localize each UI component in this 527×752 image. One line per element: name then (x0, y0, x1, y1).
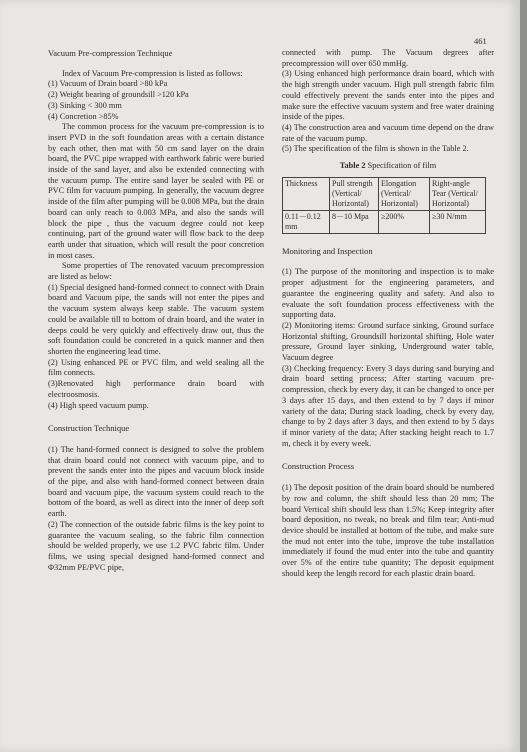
monitoring-item: (1) The purpose of the monitoring and inspection is to make proper adjustment for the engineering parameters, and guarantee the engineering quality and safety. And also to evaluate the soft foundation process effectiveness with the supporting data. (282, 267, 494, 320)
table-row (283, 210, 486, 233)
table-header-cell: Right-angle Tear (Vertical/ Horizontal) (430, 177, 486, 210)
property-item: (3)Renovated high performance drain board with electroosmosis. (48, 379, 264, 399)
monitoring-item: (3) Checking frequency: Every 3 days during sand burying and drain board setting process; After starting vacuum pre-compression, check by every day, it can be changed to once per 3 days after 15 days, and then extend to by 7 days if minor variety of the data; During stack loading, check by every day, change to by 2 days after 3 days, and then extend to by 5 days if minor variety of the data; After stacking height reach to 1.7 m, check it by every week. (282, 363, 494, 448)
section-heading-vacuum: Vacuum Pre-compression Technique (48, 48, 173, 58)
section-heading-monitoring: Monitoring and Inspection (282, 245, 373, 256)
properties-intro: Some properties of The renovated vacuum precompression are listed as below: (48, 261, 264, 282)
construction-item: (1) The hand-formed connect is designed to solve the problem that drain board could not connect with vacuum pipe, and to prevent the sands enter into the pipes and vacuum block inside of the pipe, and also with hand-formed connect between drain board and vacuum pipe, the vacuum system could reach to the bottom of the board, as well as direct into the inner of deep soft earth. (48, 444, 264, 519)
construction-item: (2) The connection of the outside fabric films is the key point to guarantee the vacuum sealing, so the fabric film connection should be welded properly, we use 1.2 PVC fabric film. Under films, we using special designed hand-formed connect and Φ32mm PE/PVC pipe, (48, 519, 264, 572)
index-item: (2) Weight bearing of groundsill >120 kPa (48, 90, 189, 100)
left-column (48, 48, 264, 573)
construction-item: (4) The construction area and vacuum time depend on the draw rate of the vacuum pump. (282, 122, 494, 143)
construction-item: (5) The specification of the film is shown in the Table 2. (282, 144, 469, 154)
index-item: (4) Concretion >85% (48, 111, 119, 121)
construction-item: (3) Using enhanced high performance drain board, which with the high strength under vacuum. High pull strength fabric film could effectively prevent the sands enter into the pipes and make sure the effective vacuum system and free water draining inside of the pipes. (282, 69, 494, 122)
section-heading-construction: Construction Technique (48, 423, 130, 434)
page-number: 461 (474, 36, 487, 46)
table-header-row (283, 177, 486, 210)
continued-paragraph: connected with pump. The Vacuum degrees after precompression will over 650 mmHg. (282, 48, 494, 68)
table-header-cell: Elongation (Vertical/ Horizontal) (379, 177, 430, 210)
table-caption-label: Table 2 (339, 161, 366, 171)
index-intro: Index of Vacuum Pre-compression is listed as follows: (62, 68, 243, 78)
index-item: (3) Sinking < 300 mm (48, 100, 122, 110)
table-caption-text: Specification of film (367, 161, 437, 171)
process-item: (1) The deposit position of the drain board should be numbered by row and column, the shift should less than 20 mm; The board Vertical shift should less than 1.5%; Keep integrity after board deposition, no tweak, no break and film tear; Anti-mud device should be installed at bottom of the tube, and make sure the mud not enter into the tube, improve the tube installation immediately if found the mud enter into the tube and quantity over 5% of the entire tube quantity; The deposit equipment should keep the length record for each plastic drain board. (282, 483, 494, 578)
table-header-cell: Thickness (283, 177, 330, 210)
right-column (282, 48, 494, 579)
table-cell: 8－10 Mpa (330, 210, 379, 233)
table-cell: ≥200% (379, 210, 430, 233)
section-heading-process: Construction Process (282, 461, 355, 472)
table-caption (282, 161, 494, 172)
property-item: (1) Special designed hand-formed connect to connect with Drain board and Vacuum pipe, the sands will not enter the pipes and the vacuum system always keep stable. The vacuum system could be available till to bottom of drain board, and the water in deeps could be very quickly and effectively draw out, thus the soft foundation could be concreted in a quick manner and then shorten the engineering lead time. (48, 282, 264, 356)
table-cell: 0.11－0.12 mm (283, 210, 330, 233)
property-item: (4) High speed vacuum pump. (48, 400, 149, 410)
property-item: (2) Using enhanced PE or PVC film, and weld sealing all the film connects. (48, 357, 264, 378)
monitoring-item: (2) Monitoring items: Ground surface sinking, Ground surface Horizontal shifting, Groundsill horizontal shifting, Hole water pressure, Ground layer sinking, Underground water table, Vacuum degree (282, 320, 494, 363)
film-spec-table (282, 177, 486, 234)
index-item: (1) Vacuum of Drain board >80 kPa (48, 79, 168, 89)
table-header-cell: Pull strength (Vertical/ Horizontal) (330, 177, 379, 210)
table-cell: ≥30 N/mm (430, 210, 486, 233)
process-paragraph: The common process for the vacuum pre-compression is to insert PVD in the soft foundation areas with a certain distance by each other, then mat with 50 cm sand layer on the drain board, the PVC pipe wrapped with earthwork fabric were buried inside of the sand layer, and also be extended connecting with the vacuum pump. The entire sand layer be sealed with PE or PVC film for vacuum pumping. In generally, the vacuum degree inside of the film after pumping will be 0.008 MPa, but the drain board can only reach to 0.003 MPa, and also the sands will block the pipe , thus the vacuum degree could not keep continuing, part of the ground water will flow back to the deep earth under that situation, which will result the poor concretion in most cases. (48, 122, 264, 260)
